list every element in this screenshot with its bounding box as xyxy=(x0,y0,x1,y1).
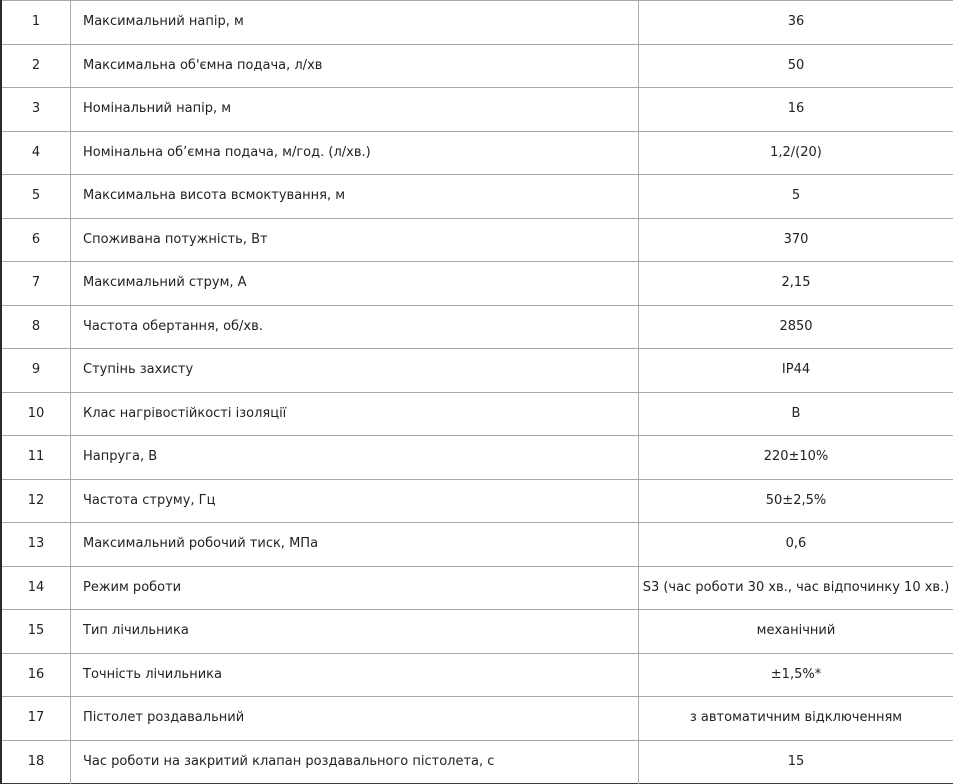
parameter-name: Максимальна висота всмоктування, м xyxy=(71,175,639,219)
table-row xyxy=(1,131,953,175)
table-row xyxy=(1,262,953,306)
parameter-name: Режим роботи xyxy=(71,566,639,610)
parameter-value: 15 xyxy=(639,740,953,784)
table-row xyxy=(1,740,953,784)
table-row xyxy=(1,392,953,436)
parameter-value: 50±2,5% xyxy=(639,479,953,523)
table-row xyxy=(1,566,953,610)
parameter-value: 2850 xyxy=(639,305,953,349)
table-row xyxy=(1,479,953,523)
parameter-value: B xyxy=(639,392,953,436)
table-row xyxy=(1,697,953,741)
parameter-name: Точність лічильника xyxy=(71,653,639,697)
row-number: 12 xyxy=(1,479,71,523)
parameter-name: Частота обертання, об/хв. xyxy=(71,305,639,349)
table-row xyxy=(1,349,953,393)
parameter-value: 370 xyxy=(639,218,953,262)
parameter-value: 1,2/(20) xyxy=(639,131,953,175)
row-number: 4 xyxy=(1,131,71,175)
table-row xyxy=(1,523,953,567)
row-number: 14 xyxy=(1,566,71,610)
parameter-name: Час роботи на закритий клапан роздавального пістолета, с xyxy=(71,740,639,784)
row-number: 13 xyxy=(1,523,71,567)
parameter-value: 50 xyxy=(639,44,953,88)
table-row xyxy=(1,305,953,349)
row-number: 7 xyxy=(1,262,71,306)
row-number: 10 xyxy=(1,392,71,436)
row-number: 3 xyxy=(1,88,71,132)
parameter-name: Максимальний робочий тиск, МПа xyxy=(71,523,639,567)
parameter-value: 16 xyxy=(639,88,953,132)
table-row xyxy=(1,175,953,219)
parameter-value: 36 xyxy=(639,1,953,45)
parameter-value: IP44 xyxy=(639,349,953,393)
table-row xyxy=(1,88,953,132)
parameter-name: Клас нагрівостійкості ізоляції xyxy=(71,392,639,436)
parameter-value: ±1,5%* xyxy=(639,653,953,697)
parameter-value: механічний xyxy=(639,610,953,654)
parameter-name: Пістолет роздавальний xyxy=(71,697,639,741)
parameter-name: Ступінь захисту xyxy=(71,349,639,393)
row-number: 1 xyxy=(1,1,71,45)
row-number: 9 xyxy=(1,349,71,393)
parameter-value: S3 (час роботи 30 хв., час відпочинку 10 хв.) xyxy=(639,566,953,610)
parameter-name: Максимальний напір, м xyxy=(71,1,639,45)
row-number: 15 xyxy=(1,610,71,654)
parameter-value: 220±10% xyxy=(639,436,953,480)
row-number: 18 xyxy=(1,740,71,784)
parameter-value: 0,6 xyxy=(639,523,953,567)
parameter-value: 2,15 xyxy=(639,262,953,306)
parameter-name: Максимальний струм, А xyxy=(71,262,639,306)
parameter-name: Споживана потужність, Вт xyxy=(71,218,639,262)
parameter-name: Номінальна об’ємна подача, м/год. (л/хв.) xyxy=(71,131,639,175)
row-number: 8 xyxy=(1,305,71,349)
parameter-name: Тип лічильника xyxy=(71,610,639,654)
table-row xyxy=(1,653,953,697)
table-row xyxy=(1,218,953,262)
parameter-value: 5 xyxy=(639,175,953,219)
spec-table-body xyxy=(1,1,953,784)
table-row xyxy=(1,44,953,88)
table-row xyxy=(1,610,953,654)
row-number: 16 xyxy=(1,653,71,697)
parameter-name: Частота струму, Гц xyxy=(71,479,639,523)
row-number: 11 xyxy=(1,436,71,480)
parameter-value: з автоматичним відключенням xyxy=(639,697,953,741)
parameter-name: Напруга, В xyxy=(71,436,639,480)
parameter-name: Номінальний напір, м xyxy=(71,88,639,132)
row-number: 6 xyxy=(1,218,71,262)
table-row xyxy=(1,436,953,480)
parameter-name: Максимальна об'ємна подача, л/хв xyxy=(71,44,639,88)
row-number: 17 xyxy=(1,697,71,741)
row-number: 2 xyxy=(1,44,71,88)
table-row xyxy=(1,1,953,45)
row-number: 5 xyxy=(1,175,71,219)
